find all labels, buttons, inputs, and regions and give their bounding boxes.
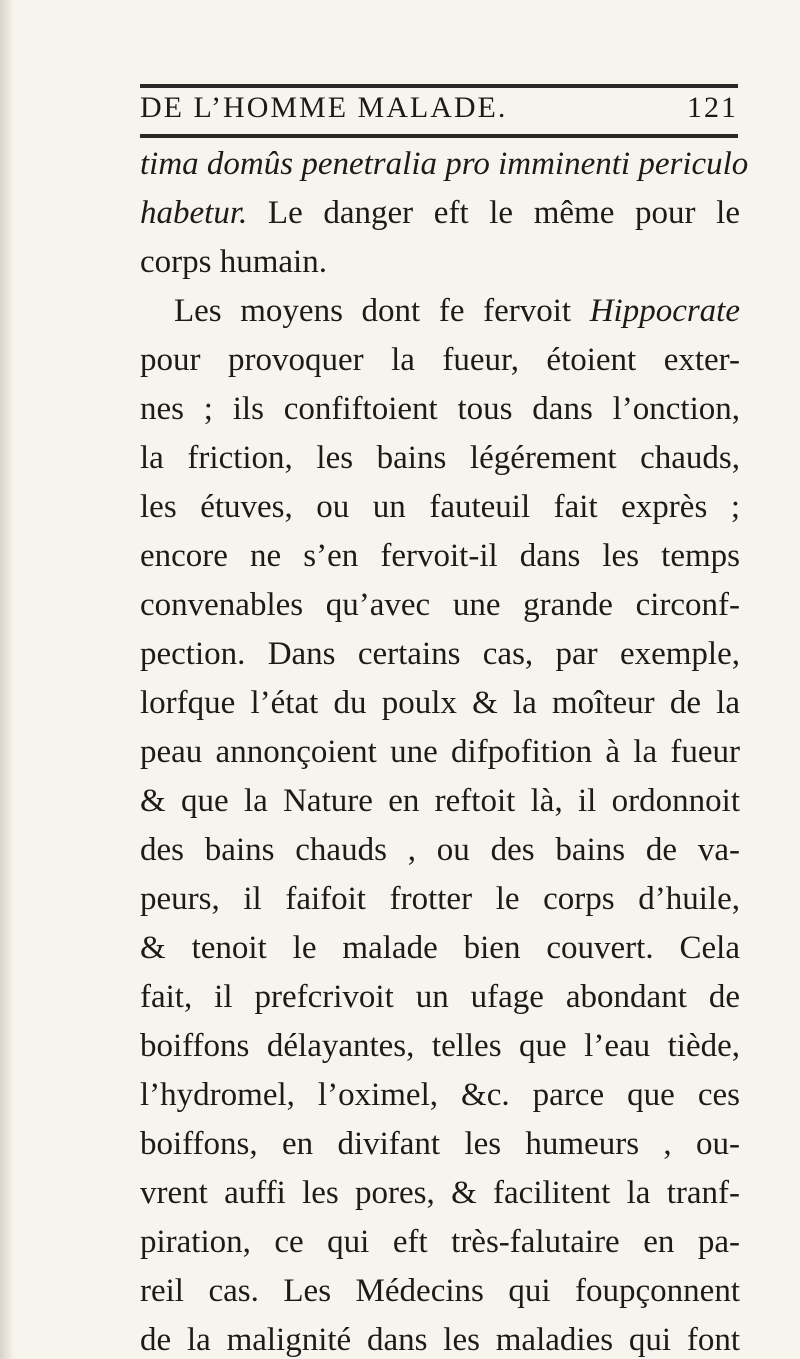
text-line: encore ne s’en fervoit-il dans les temps: [140, 538, 740, 574]
text-line: pour provoquer la fueur, étoient exter-: [140, 342, 740, 378]
text-line: tima domûs penetralia pro imminenti periculo: [140, 146, 749, 182]
text-line: habetur. Le danger eft le même pour le: [140, 195, 740, 231]
text-line: l’hydromel, l’oximel, &c. parce que ces: [140, 1077, 740, 1113]
text-line: vrent auffi les pores, & facilitent la tranf-: [140, 1175, 740, 1211]
text-line: reil cas. Les Médecins qui foupçonnent: [140, 1273, 740, 1309]
running-title: DE L’HOMME MALADE.: [140, 91, 508, 124]
text-line: pection. Dans certains cas, par exemple,: [140, 636, 740, 672]
text-line: & tenoit le malade bien couvert. Cela: [140, 930, 740, 966]
text-line: la friction, les bains légérement chauds,: [140, 440, 740, 476]
text-line: boiffons délayantes, telles que l’eau tiède,: [140, 1028, 740, 1064]
text-line: peurs, il faifoit frotter le corps d’huile,: [140, 881, 740, 917]
header-rule-bottom: [140, 134, 738, 138]
text-line: convenables qu’avec une grande circonf-: [140, 587, 740, 623]
text-line: de la malignité dans les maladies qui font: [140, 1322, 740, 1358]
text-line: les étuves, ou un fauteuil fait exprès ;: [140, 489, 740, 525]
text-line: boiffons, en divifant les humeurs , ou-: [140, 1126, 740, 1162]
text-line: lorfque l’état du poulx & la moîteur de la: [140, 685, 740, 721]
text-line: nes ; ils confiftoient tous dans l’onction,: [140, 391, 740, 427]
binding-shadow: [0, 0, 14, 1359]
text-line: Les moyens dont fe fervoit Hippocrate: [174, 293, 740, 329]
page-number: 121: [687, 91, 738, 124]
body-text: [140, 140, 749, 1359]
running-head: [140, 88, 738, 128]
text-line: piration, ce qui eft très-falutaire en pa-: [140, 1224, 740, 1260]
text-line: fait, il prefcrivoit un ufage abondant de: [140, 979, 740, 1015]
text-line: des bains chauds , ou des bains de va-: [140, 832, 740, 868]
text-line: corps humain.: [140, 244, 327, 280]
text-line: & que la Nature en reftoit là, il ordonnoit: [140, 783, 740, 819]
text-line: peau annonçoient une difpofition à la fueur: [140, 734, 740, 770]
